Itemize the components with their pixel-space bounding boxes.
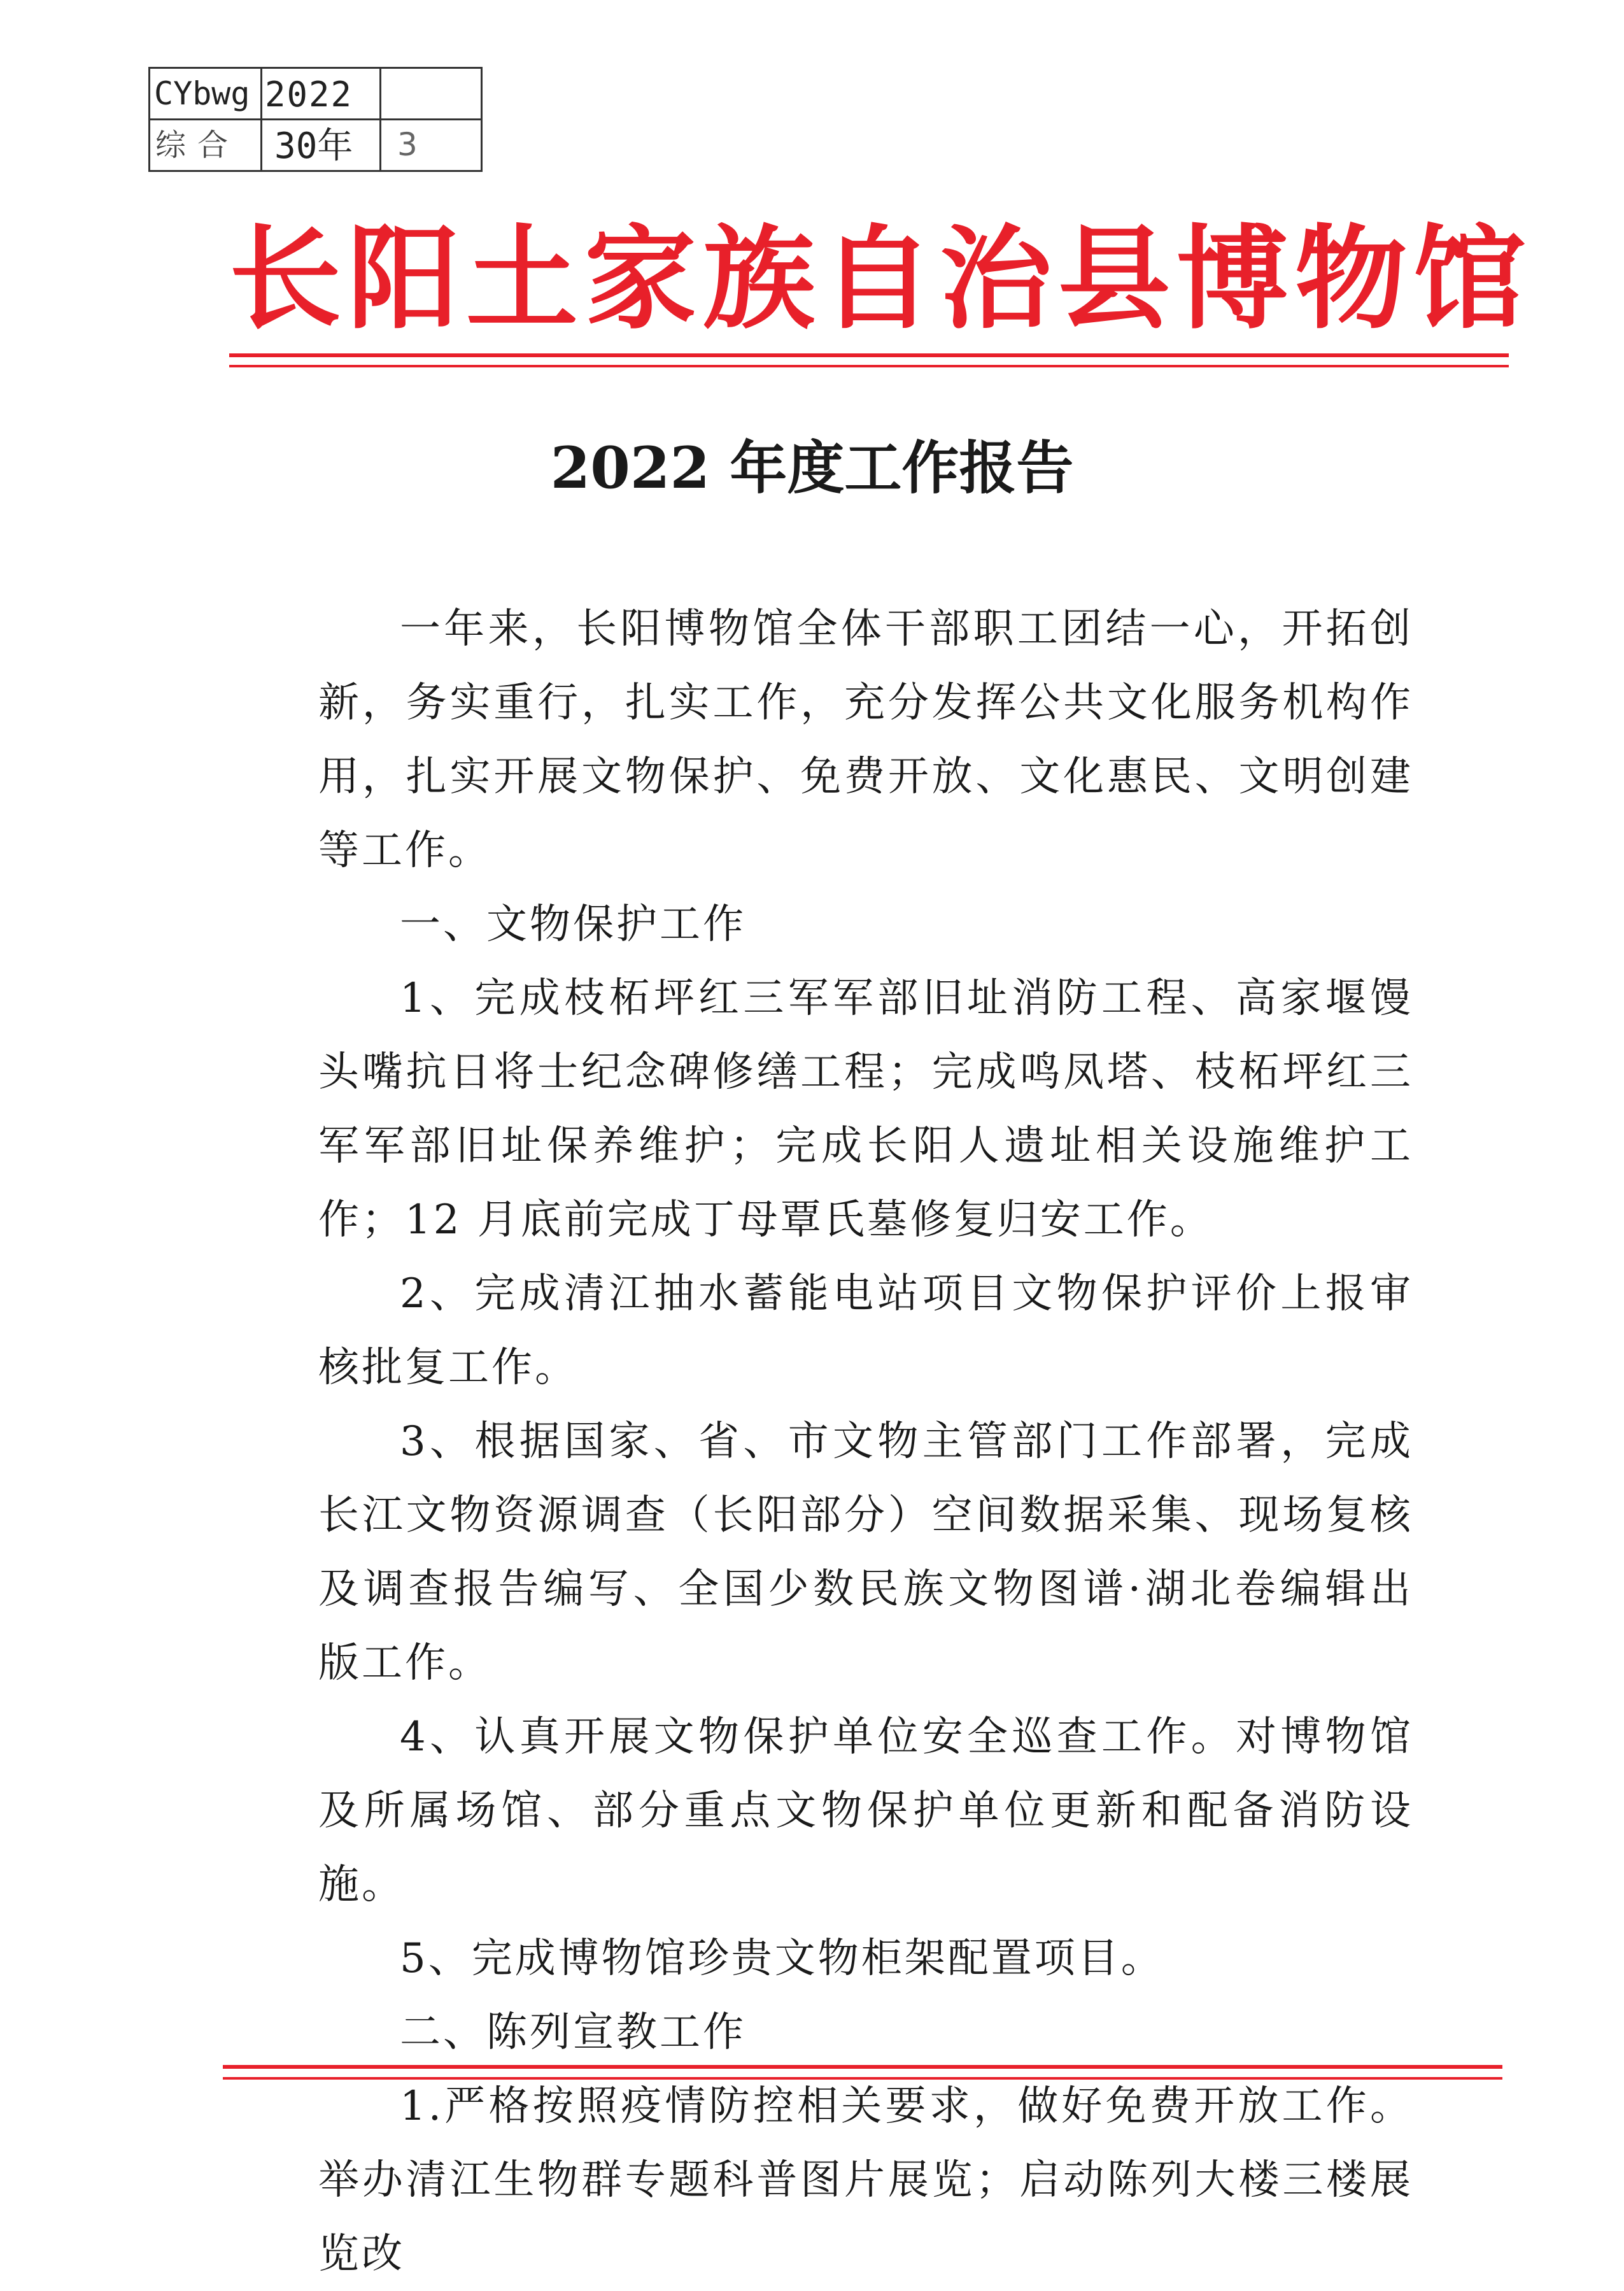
letterhead-red-rule [229,353,1509,357]
paragraph: 4、认真开展文物保护单位安全巡查工作。对博物馆及所属场馆、部分重点文物保护单位更新和配备消防设施。 [318,1713,1413,1908]
paragraph: 一年来，长阳博物馆全体干部职工团结一心，开拓创新，务实重行，扎实工作，充分发挥公共文化服务机构作用，扎实开展文物保护、免费开放、文化惠民、文明创建等工作。 [318,606,1413,874]
paragraph: 5、完成博物馆珍贵文物柜架配置项目。 [400,1935,1164,1982]
document-title: 2022 年度工作报告 [550,434,1074,502]
paragraph: 1、完成枝柘坪红三军军部旧址消防工程、高家堰馒头嘴抗日将士纪念碑修缮工程；完成鸣凤塔、枝柘坪红三军军部旧址保养维护；完成长阳人遗址相关设施维护工作；12 月底前完成丁母覃氏墓修复归安工作。 [318,975,1413,1244]
paragraph: 1.严格按照疫情防控相关要求，做好免费开放工作。举办清江生物群专题科普图片展览；启动陈列大楼三楼展览改 [318,2083,1413,2278]
stamp-year: 2022 [265,74,353,115]
stamp-fonds-code: CYbwg [154,75,250,112]
stamp-retention: 30年 [274,125,353,167]
section-heading: 二、陈列宣教工作 [400,2009,746,2056]
stamp-item-number: 3 [397,126,418,163]
letterhead-red-rule [229,365,1509,367]
stamp-divider [260,69,262,170]
footer-red-rule [223,2077,1502,2080]
organization-letterhead: 长阳土家族自治县博物馆 [229,213,1532,344]
document-body [318,592,1413,2291]
paragraph: 3、根据国家、省、市文物主管部门工作部署，完成长江文物资源调查（长阳部分）空间数据采集、现场复核及调查报告编写、全国少数民族文物图谱·湖北卷编辑出版工作。 [318,1418,1413,1687]
footer-red-rule [223,2065,1502,2069]
archive-stamp [148,67,483,172]
stamp-category: 综合 [155,127,240,163]
section-heading: 一、文物保护工作 [400,901,746,948]
stamp-divider [150,118,481,120]
stamp-divider [379,69,381,170]
paragraph: 2、完成清江抽水蓄能电站项目文物保护评价上报审核批复工作。 [318,1270,1413,1391]
